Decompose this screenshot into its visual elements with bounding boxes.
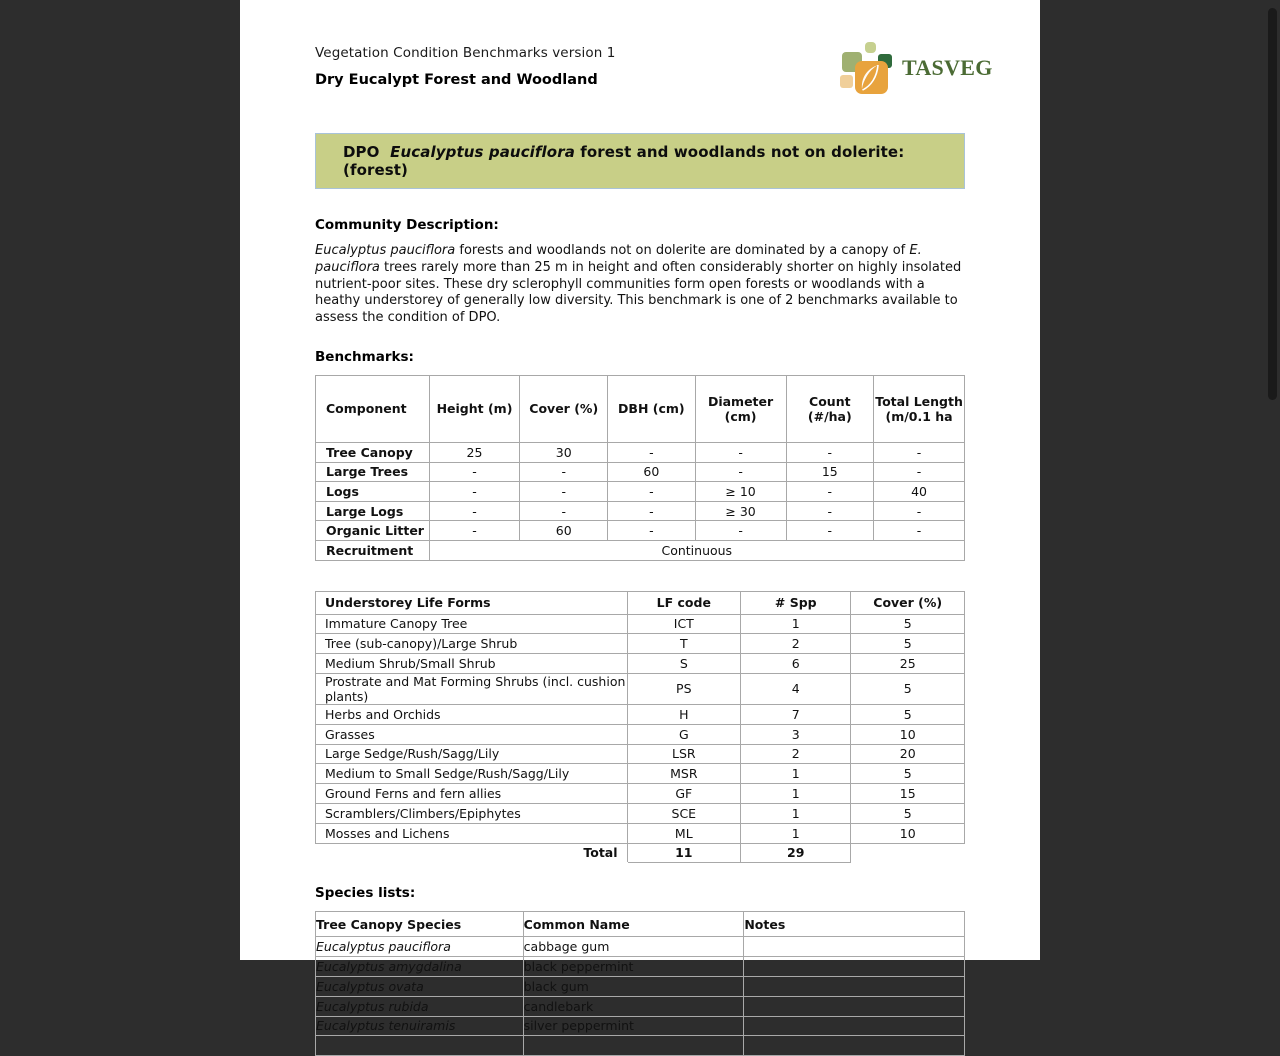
benchmark-component: Large Trees [316,462,430,482]
benchmark-dbh: - [608,482,696,502]
benchmarks-col-component: Component [316,375,430,442]
benchmarks-col-dbh: DBH (cm) [608,375,696,442]
lifeform-code: SCE [627,803,741,823]
table-row [316,673,965,704]
species-common-name: candlebark [523,996,744,1016]
benchmark-height: - [429,482,520,502]
table-row [316,654,965,674]
lifeform-spp: 3 [741,724,851,744]
lifeform-name: Medium Shrub/Small Shrub [316,654,628,674]
species-notes [744,976,965,996]
lifeform-spp: 1 [741,764,851,784]
table-row [316,744,965,764]
lifeform-spp: 2 [741,744,851,764]
understorey-total-cover [851,843,965,863]
tasveg-wordmark: TASVEG [902,55,993,80]
table-row [316,462,965,482]
benchmark-component: Organic Litter [316,521,430,541]
understorey-col-lfcode: LF code [627,591,741,614]
benchmark-cover: 30 [520,442,608,462]
lifeform-name: Grasses [316,724,628,744]
benchmark-count: - [786,482,874,502]
benchmark-dbh: - [608,442,696,462]
lifeform-code: GF [627,784,741,804]
table-row [316,704,965,724]
benchmarks-col-total-length: Total Length (m/0.1 ha [874,375,965,442]
benchmark-count: - [786,442,874,462]
understorey-header-row [316,591,965,614]
benchmark-total-length: - [874,501,965,521]
logo-square-small-light [865,42,876,53]
species-common-name: cabbage gum [523,937,744,957]
lifeform-cover: 10 [851,724,965,744]
benchmark-component: Large Logs [316,501,430,521]
lifeform-code: MSR [627,764,741,784]
lifeform-cover: 5 [851,764,965,784]
lifeform-name: Immature Canopy Tree [316,614,628,634]
benchmark-total-length: - [874,521,965,541]
species-col-notes: Notes [744,912,965,937]
logo-square-tan [840,75,853,88]
species-notes [744,957,965,977]
lifeform-spp: 1 [741,614,851,634]
benchmarks-header-row [316,375,965,442]
benchmark-cover: - [520,501,608,521]
understorey-total-label: Total [316,843,628,863]
benchmarks-col-height: Height (m) [429,375,520,442]
understorey-total-spp: 29 [741,843,851,863]
lifeform-spp: 1 [741,823,851,843]
benchmark-height: 25 [429,442,520,462]
understorey-col-cover: Cover (%) [851,591,965,614]
understorey-col-lifeforms: Understorey Life Forms [316,591,628,614]
lifeform-code: S [627,654,741,674]
benchmark-diameter: ≥ 10 [695,482,786,502]
species-name: Eucalyptus tenuiramis [316,1016,524,1036]
benchmark-diameter: - [695,442,786,462]
recruitment-row [316,540,965,560]
species-name [316,1036,524,1056]
benchmark-total-length: - [874,462,965,482]
lifeform-spp: 4 [741,673,851,704]
species-name: Eucalyptus ovata [316,976,524,996]
desc-text-a: forests and woodlands not on dolerite are dominated by a canopy of [455,243,910,258]
species-notes [744,937,965,957]
species-col-common: Common Name [523,912,744,937]
species-name: Eucalyptus amygdalina [316,957,524,977]
tasveg-logo [840,41,993,97]
species-name: Eucalyptus rubida [316,996,524,1016]
document-subtitle: Dry Eucalypt Forest and Woodland [315,72,598,88]
table-row [316,482,965,502]
desc-sci-1: Eucalyptus pauciflora [315,243,456,258]
understorey-body [316,614,965,863]
table-row [316,937,965,957]
lifeform-name: Large Sedge/Rush/Sagg/Lily [316,744,628,764]
benchmark-total-length: 40 [874,482,965,502]
lifeform-code: ML [627,823,741,843]
recruitment-label: Recruitment [316,540,430,560]
table-row [316,996,965,1016]
table-row [316,1016,965,1036]
lifeform-spp: 7 [741,704,851,724]
lifeform-code: LSR [627,744,741,764]
vertical-scrollbar-track[interactable] [1265,0,1280,960]
benchmarks-body [316,442,965,560]
understorey-col-spp: # Spp [741,591,851,614]
leaf-icon [855,61,888,94]
species-common-name [523,1036,744,1056]
community-description-heading: Community Description: [315,217,499,233]
lifeform-spp: 1 [741,803,851,823]
lifeform-spp: 1 [741,784,851,804]
benchmark-total-length: - [874,442,965,462]
lifeform-name: Herbs and Orchids [316,704,628,724]
lifeform-code: H [627,704,741,724]
species-name: Eucalyptus pauciflora [316,937,524,957]
benchmarks-table [315,375,965,561]
community-title-rest: forest and woodlands not on dolerite: (forest) [343,143,905,179]
table-row [316,957,965,977]
species-lists-heading: Species lists: [315,885,416,902]
benchmark-cover: - [520,462,608,482]
lifeform-code: G [627,724,741,744]
benchmark-count: 15 [786,462,874,482]
document-page [240,0,1040,1034]
understorey-total-row [316,843,965,863]
benchmark-dbh: - [608,521,696,541]
lifeform-name: Ground Ferns and fern allies [316,784,628,804]
table-row [316,614,965,634]
lifeform-spp: 6 [741,654,851,674]
lifeform-cover: 5 [851,614,965,634]
lifeform-name: Medium to Small Sedge/Rush/Sagg/Lily [316,764,628,784]
species-body [316,937,965,1056]
document-header [315,45,993,107]
understorey-life-forms-table [315,591,965,864]
lifeform-cover: 5 [851,803,965,823]
lifeform-name: Prostrate and Mat Forming Shrubs (incl. cushion plants) [316,673,628,704]
benchmarks-col-diameter: Diameter (cm) [695,375,786,442]
tasveg-leaf-logo-icon [840,41,902,97]
table-row [316,784,965,804]
table-row [316,501,965,521]
lifeform-spp: 2 [741,634,851,654]
desc-sci-2: E. pauciflora [315,243,922,275]
lifeform-cover: 15 [851,784,965,804]
benchmark-count: - [786,521,874,541]
benchmarks-col-count: Count (#/ha) [786,375,874,442]
lifeform-name: Scramblers/Climbers/Epiphytes [316,803,628,823]
table-row [316,803,965,823]
species-common-name: silver peppermint [523,1016,744,1036]
understorey-total-code: 11 [627,843,741,863]
tree-canopy-species-table [315,911,965,1056]
benchmark-cover: - [520,482,608,502]
community-title-banner [315,133,965,189]
lifeform-name: Mosses and Lichens [316,823,628,843]
lifeform-cover: 20 [851,744,965,764]
lifeform-cover: 25 [851,654,965,674]
species-notes [744,996,965,1016]
benchmarks-heading: Benchmarks: [315,348,414,365]
species-common-name: black peppermint [523,957,744,977]
lifeform-cover: 5 [851,704,965,724]
table-row [316,1036,965,1056]
table-row [316,823,965,843]
community-code: DPO [343,143,380,161]
document-version-line: Vegetation Condition Benchmarks version 1 [315,45,616,61]
benchmark-dbh: - [608,501,696,521]
benchmark-height: - [429,521,520,541]
benchmark-cover: 60 [520,521,608,541]
benchmark-diameter: - [695,521,786,541]
lifeform-code: T [627,634,741,654]
benchmark-count: - [786,501,874,521]
lifeform-cover: 5 [851,634,965,654]
benchmarks-col-cover: Cover (%) [520,375,608,442]
benchmark-height: - [429,462,520,482]
recruitment-value: Continuous [429,540,964,560]
benchmark-diameter: ≥ 30 [695,501,786,521]
lifeform-name: Tree (sub-canopy)/Large Shrub [316,634,628,654]
table-row [316,724,965,744]
benchmark-diameter: - [695,462,786,482]
species-notes [744,1016,965,1036]
community-scientific-name: Eucalyptus pauciflora [390,143,575,161]
community-title-text [343,143,964,179]
table-row [316,764,965,784]
species-col-species: Tree Canopy Species [316,912,524,937]
lifeform-code: ICT [627,614,741,634]
table-row [316,976,965,996]
lifeform-cover: 5 [851,673,965,704]
benchmark-dbh: 60 [608,462,696,482]
species-header-row [316,912,965,937]
vertical-scrollbar-thumb[interactable] [1268,8,1277,400]
benchmark-component: Logs [316,482,430,502]
desc-text-b: trees rarely more than 25 m in height and often considerably shorter on highly insolated nutrient-poor sites. These dry sclerophyll communities form open forests or woodlands with a heathy understorey of generally low diversity. This benchmark is one of 2 benchmarks available to assess the condition of DPO. [315,259,962,326]
lifeform-cover: 10 [851,823,965,843]
table-row [316,634,965,654]
table-row [316,442,965,462]
species-notes [744,1036,965,1056]
table-row [316,521,965,541]
lifeform-code: PS [627,673,741,704]
benchmark-height: - [429,501,520,521]
species-common-name: black gum [523,976,744,996]
community-description-paragraph [315,243,965,327]
benchmark-component: Tree Canopy [316,442,430,462]
